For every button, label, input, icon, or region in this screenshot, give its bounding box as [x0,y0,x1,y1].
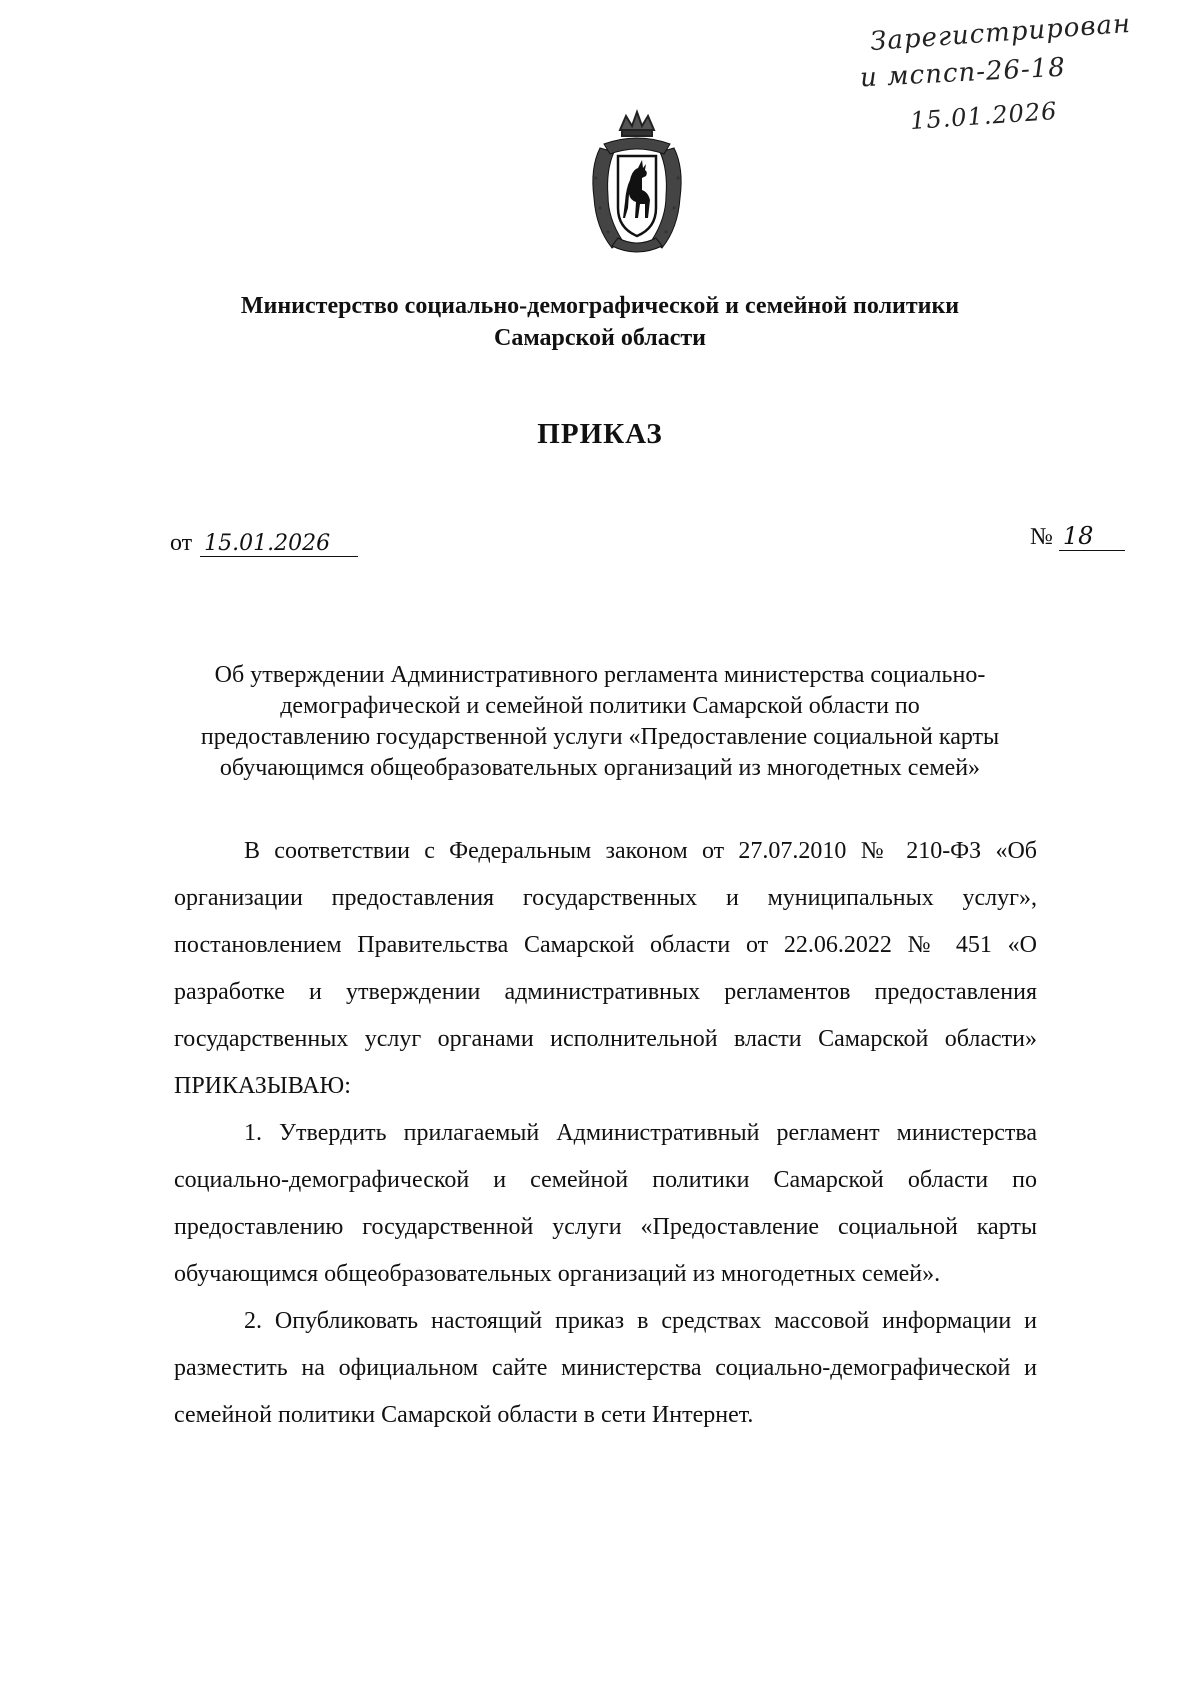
subject-line-1: Об утверждении Административного регламента министерства социально- [214,662,986,688]
coat-of-arms-icon [582,108,692,258]
document-date [170,530,358,557]
date-value: 15.01.2026 [200,531,358,557]
date-prefix: от [170,530,193,556]
registration-line-2: и мспсп-26-18 [859,52,1067,94]
subject-line-2: демографической и семейной политики Самарской области по [280,693,920,719]
ministry-name-line-1: Министерство социально-демографической и семейной политики [240,293,960,319]
subject-line-4: обучающимся общеобразовательных организаций из многодетных семей» [219,755,981,781]
ministry-name-line-2: Самарской области [494,325,706,351]
order-item-1: 1. Утвердить прилагаемый Административный регламент министерства социально-демографической и семейной политики Самарской области по предоставлению государственной услуги «Предоставление социальной карты обучающимся общеобразовательных организаций из многодетных семей». [174,1120,1037,1287]
subject-line-3: предоставлению государственной услуги «Предоставление социальной карты [200,724,1000,750]
ministry-name [150,290,1050,354]
document-subject [160,660,1040,784]
registration-line-1: Зарегистрирован [869,8,1133,58]
document-body [174,828,1037,1439]
registration-line-3: 15.01.2026 [909,96,1059,136]
number-value: 18 [1059,522,1125,551]
document-number [1030,522,1125,551]
order-item-2: 2. Опубликовать настоящий приказ в средствах массовой информации и разместить на официальном сайте министерства социально-демографической и семейной политики Самарской области в сети Интернет. [174,1308,1037,1428]
document-type-title: ПРИКАЗ [537,418,663,450]
preamble-paragraph: В соответствии с Федеральным законом от 27.07.2010 № 210-ФЗ «Об организации предоставления государственных и муниципальных услуг», постановлением Правительства Самарской области от 22.06.2022 № 451 «О разработке и утверждении административных регламентов предоставления государственных услуг органами исполнительной власти Самарской области» ПРИКАЗЫВАЮ: [174,838,1037,1099]
registration-handwritten-note [859,8,1160,138]
number-prefix: № [1030,524,1053,550]
